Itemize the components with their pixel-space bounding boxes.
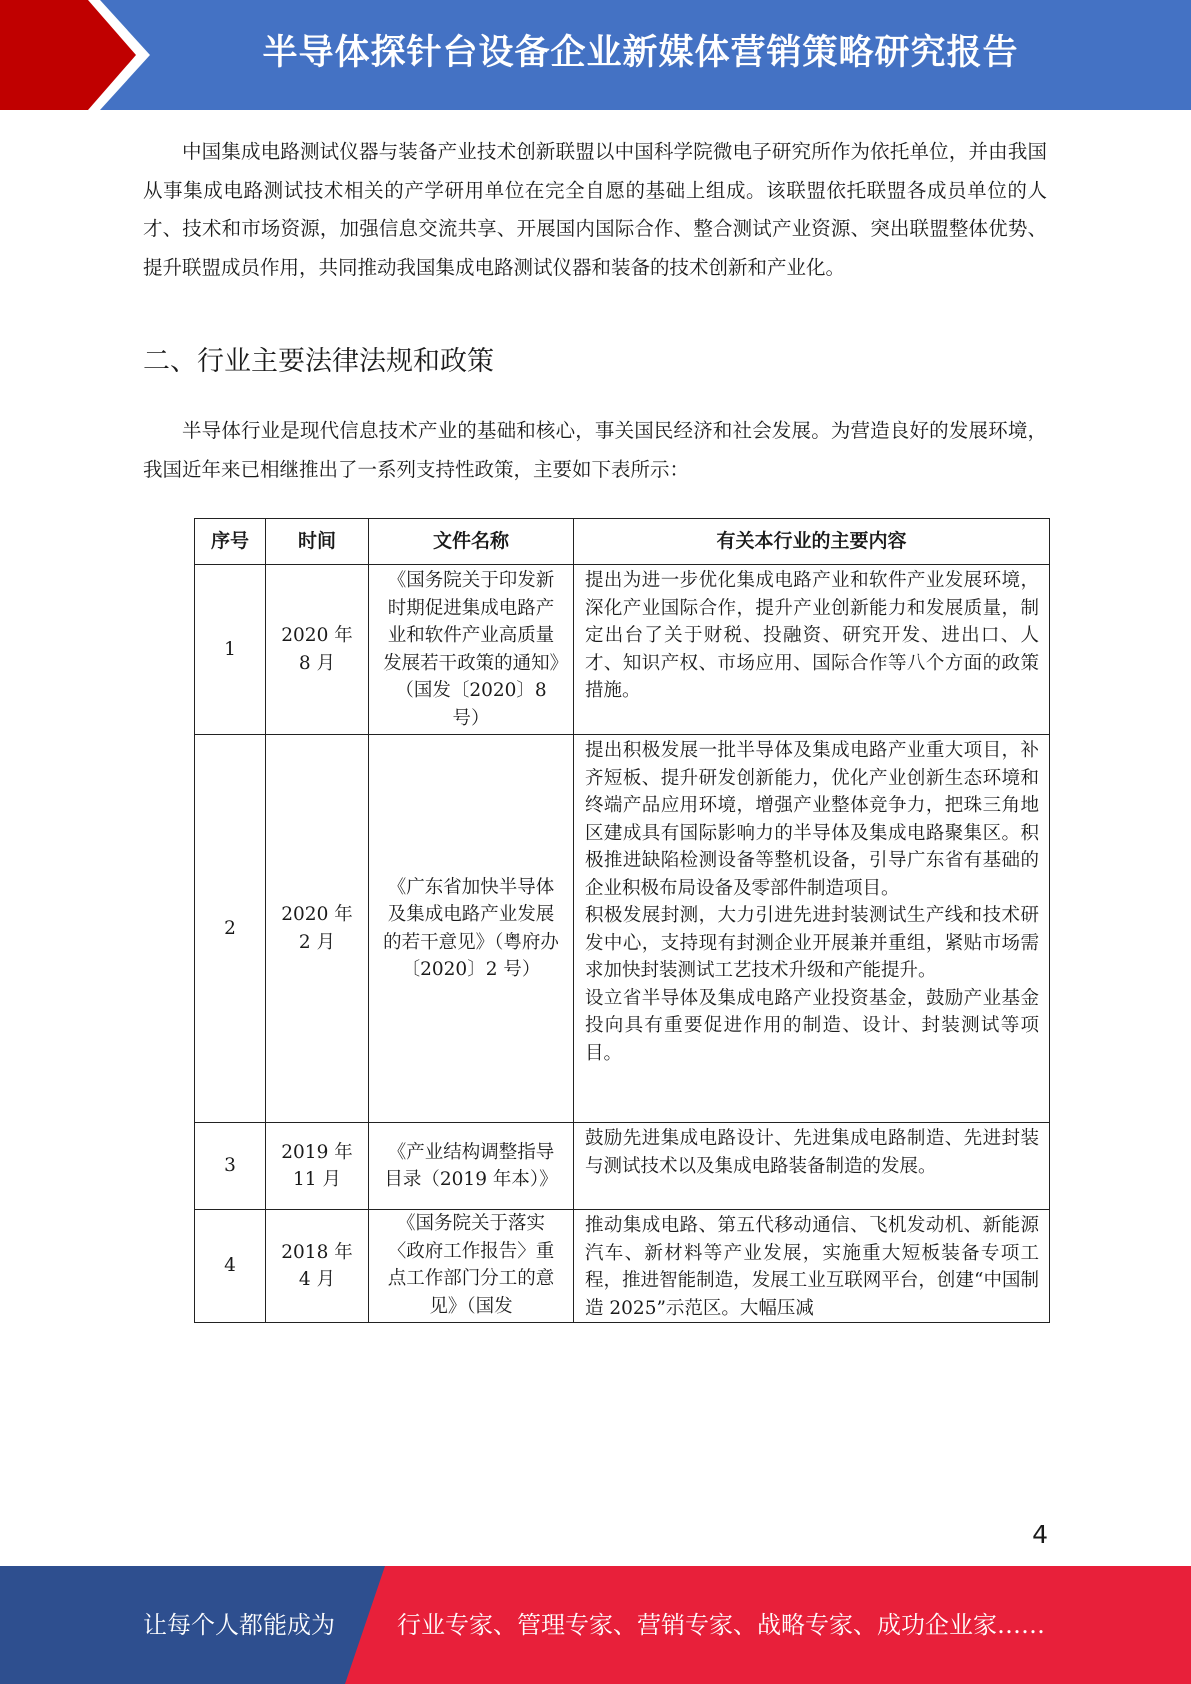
table-header-row: [195, 519, 1050, 565]
cell-content: [574, 735, 1050, 1123]
footer-slogan-left: 让每个人都能成为: [143, 1611, 335, 1639]
header-document: 文件名称: [369, 519, 574, 565]
cell-time: 2019 年 11 月: [266, 1123, 369, 1210]
cell-document: 《广东省加快半导体及集成电路产业发展的若干意见》（粤府办〔2020〕2 号）: [369, 735, 574, 1123]
cell-time: 2018 年 4 月: [266, 1210, 369, 1323]
cell-no: 3: [195, 1123, 266, 1210]
header-time: 时间: [266, 519, 369, 565]
report-title: 半导体探针台设备企业新媒体营销策略研究报告: [262, 33, 1019, 73]
cell-content: 推动集成电路、第五代移动通信、飞机发动机、新能源汽车、新材料等产业发展，实施重大短板装备专项工程，推进智能制造，发展工业互联网平台，创建“中国制造 2025”示范区。大幅压减: [574, 1210, 1050, 1323]
red-chevron-logo: [0, 0, 160, 110]
cell-no: 1: [195, 565, 266, 735]
header-no: 序号: [195, 519, 266, 565]
footer-banner: [0, 1566, 1191, 1684]
footer-slogan-right: 行业专家、管理专家、营销专家、战略专家、成功企业家……: [397, 1611, 1045, 1639]
cell-content: 提出为进一步优化集成电路产业和软件产业发展环境，深化产业国际合作，提升产业创新能力和发展质量，制定出台了关于财税、投融资、研究开发、进出口、人才、知识产权、市场应用、国际合作等八个方面的政策措施。: [574, 565, 1050, 735]
header-banner: [0, 0, 1191, 110]
table-row: [195, 1123, 1050, 1210]
cell-time: 2020 年 8 月: [266, 565, 369, 735]
policy-table: [194, 518, 1050, 1323]
header-content: 有关本行业的主要内容: [574, 519, 1050, 565]
cell-document: 《产业结构调整指导目录（2019 年本）》: [369, 1123, 574, 1210]
section-heading: 二、行业主要法律法规和政策: [143, 346, 494, 377]
cell-no: 2: [195, 735, 266, 1123]
cell-time: 2020 年 2 月: [266, 735, 369, 1123]
content-line: 积极发展封测，大力引进先进封装测试生产线和技术研发中心，支持现有封测企业开展兼并重组，紧贴市场需求加快封装测试工艺技术升级和产能提升。: [585, 905, 1039, 981]
cell-document: 《国务院关于印发新时期促进集成电路产业和软件产业高质量发展若干政策的通知》（国发〔2020〕8 号）: [369, 565, 574, 735]
table-row: [195, 565, 1050, 735]
cell-no: 4: [195, 1210, 266, 1323]
policy-intro-paragraph: 半导体行业是现代信息技术产业的基础和核心，事关国民经济和社会发展。为营造良好的发展环境，我国近年来已相继推出了一系列支持性政策，主要如下表所示：: [143, 419, 1047, 481]
page-number: 4: [1032, 1520, 1048, 1549]
table-row: [195, 1210, 1050, 1323]
content-line: 提出积极发展一批半导体及集成电路产业重大项目，补齐短板、提升研发创新能力，优化产业创新生态环境和终端产品应用环境，增强产业整体竞争力，把珠三角地区建成具有国际影响力的半导体及集成电路聚集区。积极推进缺陷检测设备等整机设备，引导广东省有基础的企业积极布局设备及零部件制造项目。: [585, 740, 1039, 899]
intro-paragraph: 中国集成电路测试仪器与装备产业技术创新联盟以中国科学院微电子研究所作为依托单位，并由我国从事集成电路测试技术相关的产学研用单位在完全自愿的基础上组成。该联盟依托联盟各成员单位的人才、技术和市场资源，加强信息交流共享、开展国内国际合作、整合测试产业资源、突出联盟整体优势、提升联盟成员作用，共同推动我国集成电路测试仪器和装备的技术创新和产业化。: [143, 140, 1047, 279]
cell-document: 《国务院关于落实〈政府工作报告〉重点工作部门分工的意见》（国发: [369, 1210, 574, 1323]
cell-content: 鼓励先进集成电路设计、先进集成电路制造、先进封装与测试技术以及集成电路装备制造的发展。: [574, 1123, 1050, 1210]
table-row: [195, 735, 1050, 1123]
content-line: 设立省半导体及集成电路产业投资基金，鼓励产业基金投向具有重要促进作用的制造、设计、封装测试等项目。: [585, 987, 1039, 1064]
